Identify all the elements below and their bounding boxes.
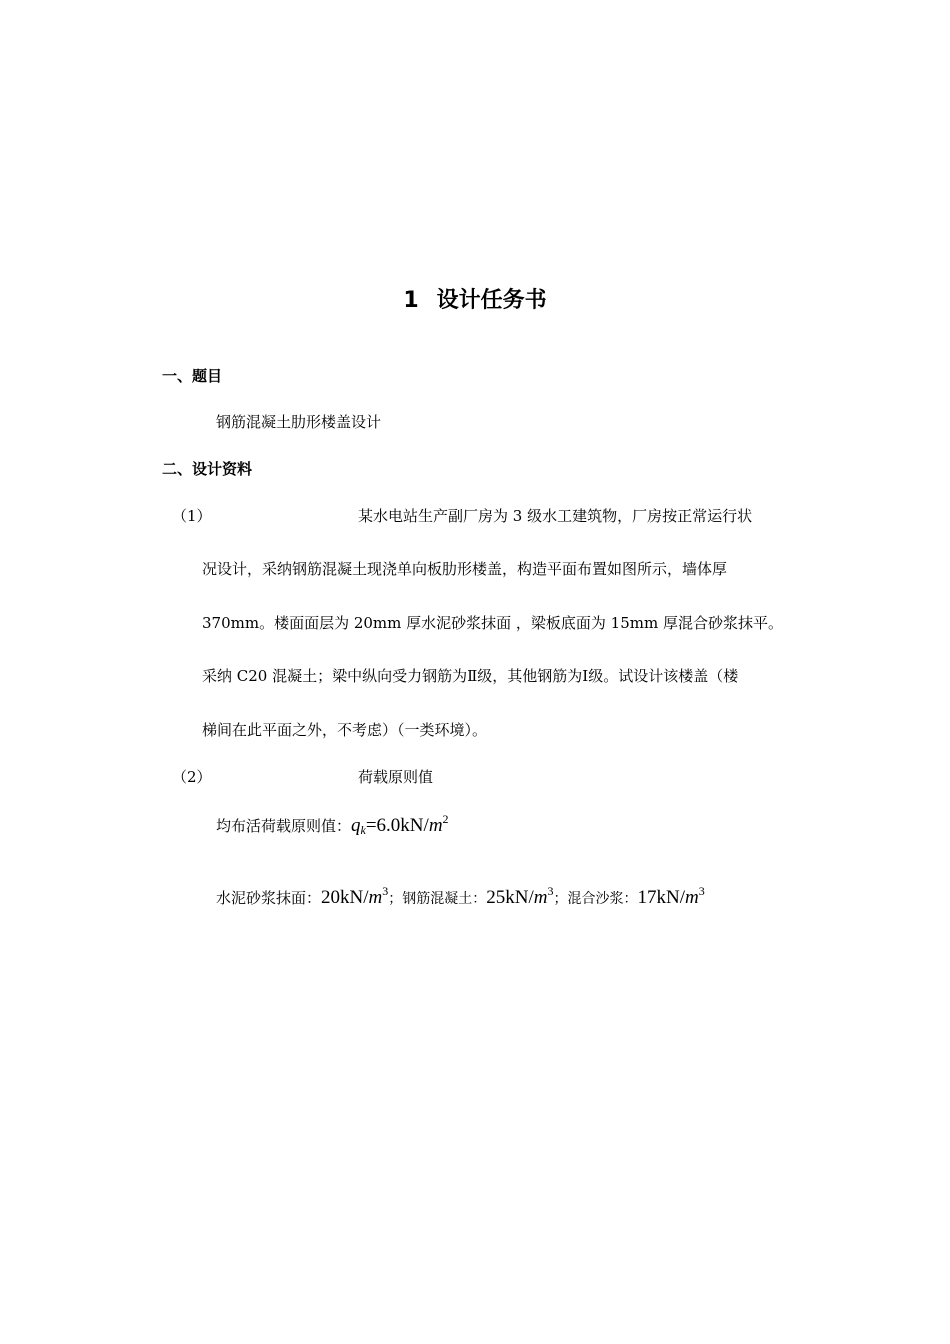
- title-text: 设计任务书: [436, 288, 547, 313]
- rc-label: ；钢筋混凝土：: [388, 891, 487, 907]
- rc-value: $25kN/m^3$: [486, 884, 554, 908]
- live-load-label: 均布活荷载原则值：: [216, 817, 352, 835]
- title-number: 1: [403, 288, 419, 313]
- section-heading-design-data: 二、设计资料: [162, 460, 253, 478]
- live-load-formula: [351, 812, 449, 837]
- mixed-mortar-value: $17kN/m^3$: [637, 884, 705, 908]
- mixed-mortar-label: ；混合沙浆：: [553, 891, 638, 907]
- cement-mortar-label: 水泥砂浆抹面：: [216, 889, 322, 907]
- item1-line: 况设计，采纳钢筋混凝土现浇单向板肋形楼盖，构造平面布置如图所示，墙体厚: [202, 560, 728, 578]
- item2-marker: （2）: [172, 768, 212, 786]
- item1-line: 某水电站生产副厂房为 3 级水工建筑物，厂房按正常运行状: [358, 507, 753, 525]
- load-subscript: k: [360, 823, 366, 837]
- item1-marker: （1）: [172, 507, 212, 525]
- page-title: [0, 283, 950, 314]
- topic-content: 钢筋混凝土肋形楼盖设计: [216, 413, 382, 431]
- item1-line: 梯间在此平面之外，不考虑）（一类环境）。: [202, 721, 488, 739]
- item1-line: 370mm。楼面面层为 20mm 厚水泥砂浆抹面 ，梁板底面为 15mm 厚混合砂浆抹平。: [202, 614, 783, 632]
- unit-exponent: 2: [442, 812, 449, 826]
- item2-heading: 荷载原则值: [358, 768, 434, 786]
- section-heading-topic: 一、题目: [162, 367, 223, 385]
- live-load-line: [216, 812, 449, 838]
- item1-line: 采纳 C20 混凝土；梁中纵向受力钢筋为Ⅱ级，其他钢筋为Ⅰ级。试设计该楼盖（楼: [202, 667, 739, 685]
- load-symbol: q: [351, 815, 361, 836]
- density-line: [216, 884, 705, 909]
- load-value: =6.0kN/: [365, 815, 429, 836]
- unit-variable: m: [428, 815, 443, 836]
- cement-mortar-value: $20kN/m^3$: [321, 884, 389, 908]
